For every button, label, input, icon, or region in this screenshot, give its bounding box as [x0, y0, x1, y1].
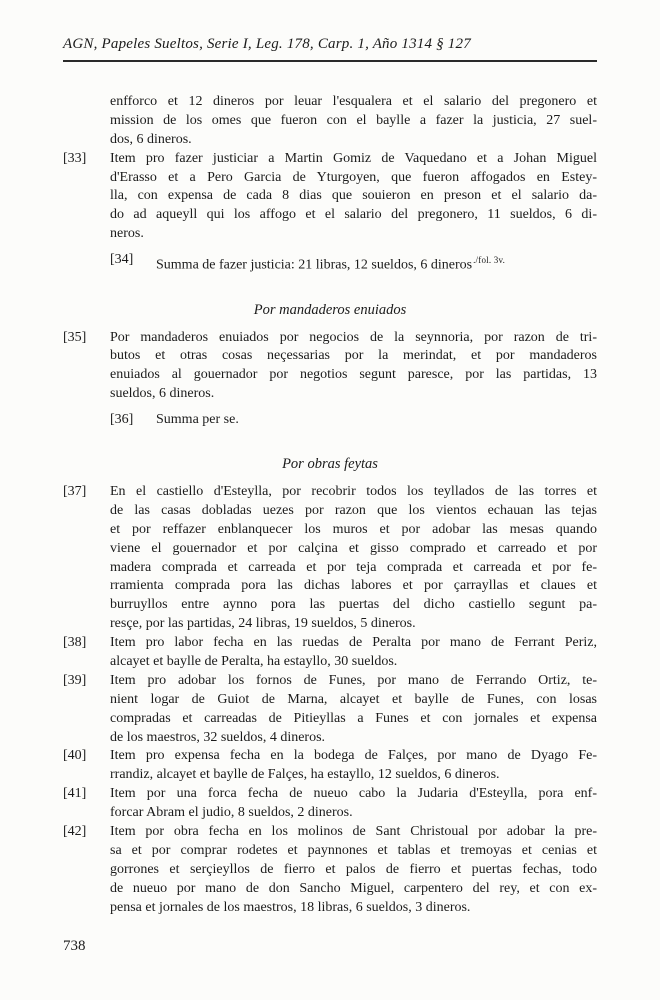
- summa-line: [110, 411, 597, 430]
- text-line: sueldos, 6 dineros.: [110, 386, 215, 402]
- entry-number: [34]: [110, 252, 134, 268]
- summa-line: [110, 251, 597, 276]
- text-line: do ad aqueyll qui los affogo et el salario del pregonero, 11 sueldos, 6 di-: [110, 207, 597, 223]
- text-line: Item por obra fecha en los molinos de Sant Christoual por adobar la pre-: [110, 824, 597, 839]
- text-line: de las casas dobladas uezes por razon que los vientos echauan las tejas: [110, 502, 597, 518]
- text-line: forcar Abram el judio, 8 sueldos, 2 dineros.: [110, 805, 353, 821]
- text-line: rrandiz, alcayet et baylle de Falçes, ha estayllo, 12 sueldos, 6 dineros.: [110, 767, 500, 783]
- text-line: Item pro labor fecha en las ruedas de Peralta por mano de Ferrant Periz,: [110, 635, 597, 651]
- text-line: enuiados al gouernador por negotios segunt paresce, por las partidas, 13: [110, 367, 597, 383]
- text-line: viene el gouernador et por calçina et gisso comprado et carreado et por: [110, 540, 597, 556]
- entry-number: [38]: [63, 635, 87, 651]
- entry-paragraph: [63, 634, 597, 672]
- text-line: butos et otras cosas neçessarias por la merindat, et por mandaderos: [110, 348, 597, 364]
- entry-number: [39]: [63, 672, 87, 688]
- section-heading: Por obras feytas: [282, 456, 378, 473]
- entry-number: [35]: [63, 329, 87, 345]
- entry-paragraph: [63, 785, 597, 823]
- entry-number: [41]: [63, 786, 87, 802]
- text-line: enfforco et 12 dineros por leuar l'esqualera et el salario del pregonero et: [110, 94, 597, 109]
- entry-number: [42]: [63, 824, 87, 839]
- header-rule: [63, 60, 597, 62]
- entry-paragraph: [63, 672, 597, 748]
- text-line: Item por una forca fecha de nueuo cabo la Judaria d'Esteylla, pora enf-: [110, 786, 597, 802]
- text-line: gorrones et serçieyllos de fierro et palos de fierro et puertas fechas, todo: [110, 861, 597, 877]
- text-line: de los maestros, 32 sueldos, 4 dineros.: [110, 729, 326, 745]
- entry-number: [36]: [110, 412, 134, 428]
- text-line: dos, 6 dineros.: [110, 131, 192, 147]
- entry-number: [33]: [63, 150, 87, 166]
- text-line: nient logar de Guiot de Marna, alcayet et baylle de Funes, con losas: [110, 691, 597, 707]
- text-line: pensa et jornales de los maestros, 18 libras, 6 sueldos, 3 dineros.: [110, 899, 471, 915]
- section-heading: Por mandaderos enuiados: [253, 301, 407, 318]
- text-line: Item pro adobar los fornos de Funes, por mano de Ferrando Ortiz, te-: [110, 672, 597, 688]
- text-line: alcayet et baylle de Peralta, ha estayllo, 30 sueldos.: [110, 653, 398, 669]
- text-line: compradas et carreadas de Pitieyllas a Funes et con jornales et expensa: [110, 710, 597, 726]
- text-line: rramienta comprada pora las dichas labores et por çarrayllas et claues et: [110, 578, 597, 594]
- entry-paragraph: [63, 93, 597, 150]
- text-line: En el castiello d'Esteylla, por recobrir todos los teyllados de las torres et: [110, 483, 597, 499]
- document-body: [63, 93, 597, 917]
- entry-paragraph: [63, 329, 597, 405]
- summa-text: Summa de fazer justicia: 21 libras, 12 sueldos, 6 dineros: [156, 257, 473, 273]
- entry-number: [40]: [63, 748, 87, 764]
- text-line: Item pro fazer justiciar a Martin Gomiz de Vaquedano et a Johan Miguel: [110, 150, 597, 166]
- text-line: resçe, por las partidas, 24 libras, 19 sueldos, 5 dineros.: [110, 616, 416, 632]
- folio-note: ./fol. 3v.: [473, 255, 506, 266]
- text-line: mission de los omes que fueron con el baylle a fazer la justicia, 27 suel-: [110, 112, 597, 128]
- running-header: AGN, Papeles Sueltos, Serie I, Leg. 178, Carp. 1, Año 1314 § 127: [63, 36, 471, 52]
- entry-paragraph: [63, 823, 597, 917]
- entry-paragraph: [63, 483, 597, 634]
- text-line: Item pro expensa fecha en la bodega de Falçes, por mano de Dyago Fe-: [110, 748, 597, 764]
- text-line: madera comprada et carreada et por teja comprada et carreada et por fe-: [110, 559, 597, 575]
- entry-paragraph: [63, 150, 597, 244]
- text-line: lla, con expensa de cada 8 dias que souieron en preson et el salario da-: [110, 188, 597, 204]
- text-line: et por reffazer enblanquecer los muros et por adobar las mesas quando: [110, 521, 597, 537]
- text-line: sa et por comprar rodetes et paynnones et tablas et tremoyas et cenias et: [110, 842, 597, 858]
- text-line: burruyllos entre aynno pora las puertas del dicho castiello segunt pa-: [110, 597, 597, 613]
- text-line: Por mandaderos enuiados por negocios de la seynnoria, por razon de tri-: [110, 329, 597, 345]
- entry-paragraph: [63, 747, 597, 785]
- entry-number: [37]: [63, 483, 87, 499]
- text-line: d'Erasso et a Pero Garcia de Yturgoyen, que fueron affogados en Estey-: [110, 169, 597, 185]
- page-number: 738: [63, 938, 86, 954]
- summa-text: Summa per se.: [156, 412, 239, 428]
- text-line: de nueuo por mano de don Sancho Miguel, carpentero del rey, et con ex-: [110, 880, 597, 896]
- text-line: neros.: [110, 226, 144, 242]
